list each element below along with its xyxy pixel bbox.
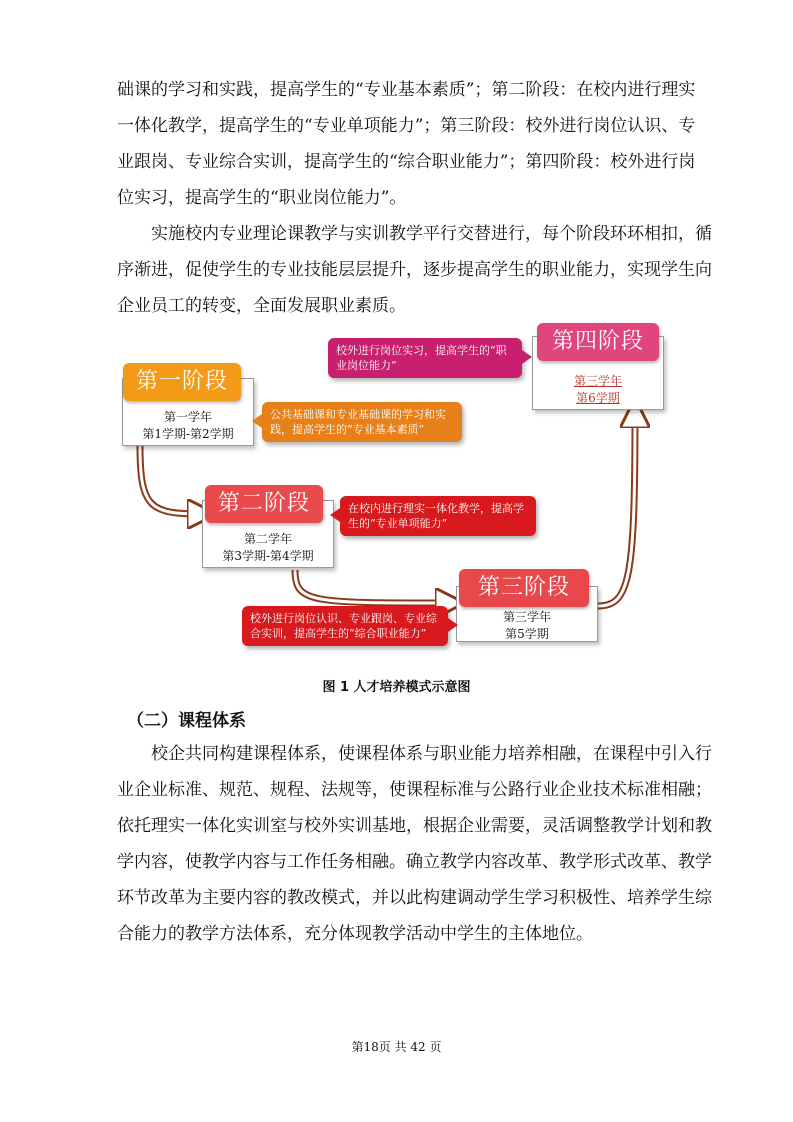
text-line: 业跟岗、专业综合实训，提高学生的“综合职业能力”；第四阶段：校外进行岗 — [117, 152, 696, 172]
callout-stage-1-text: 公共基础课和专业基础课的学习和实践，提高学生的“专业基本素质” — [270, 408, 446, 436]
text-line: 依托理实一体化实训室与校外实训基地，根据企业需要，灵活调整教学计划和教 — [117, 816, 712, 836]
text-line: 环节改革为主要内容的教改模式，并以此构建调动学生学习积极性、培养学生综 — [117, 888, 712, 908]
figure-caption: 图 1 人才培养模式示意图 — [322, 680, 471, 695]
stage-2-terms: 第3学期-第4学期 — [222, 549, 314, 563]
stage-4-year: 第三学年 — [573, 374, 622, 388]
callout-tail — [522, 350, 532, 364]
stage-2-year: 第二学年 — [243, 532, 292, 546]
paragraph-curriculum — [117, 736, 712, 952]
text-line: 础课的学习和实践，提高学生的“专业基本素质”；第二阶段：在校内进行理实 — [117, 80, 696, 100]
text-line: 一体化教学，提高学生的“专业单项能力”；第三阶段：校外进行岗位认识、专 — [117, 116, 696, 136]
paragraph-stages — [117, 72, 696, 216]
stage-4-terms: 第6学期 — [576, 391, 620, 405]
stage-2-box — [202, 491, 334, 568]
stage-1-terms: 第1学期-第2学期 — [142, 427, 234, 441]
stage-1-year: 第一学年 — [163, 410, 212, 424]
page-number: 第18页 共 42 页 — [351, 1040, 442, 1054]
text-line: 合能力的教学方法体系，充分体现教学活动中学生的主体地位。 — [117, 924, 593, 944]
stage-1-box — [122, 369, 254, 446]
stage-4-title: 第四阶段 — [537, 323, 659, 361]
text-line: 位实习，提高学生的“职业岗位能力”。 — [117, 188, 407, 208]
section-heading: （二）课程体系 — [127, 711, 246, 731]
arrow-stage1-to-stage2 — [140, 446, 202, 514]
paragraph-implementation — [117, 216, 712, 324]
stage-2-title: 第二阶段 — [205, 485, 323, 523]
callout-tail — [252, 414, 262, 428]
callout-stage-1 — [262, 402, 462, 442]
callout-stage-3 — [242, 606, 448, 646]
callout-stage-2 — [340, 496, 536, 536]
callout-stage-2-text: 在校内进行理实一体化教学，提高学生的“专业单项能力” — [348, 502, 524, 530]
callout-stage-4-text: 校外进行岗位实习，提高学生的“职业岗位能力” — [336, 344, 507, 372]
stage-3-title: 第三阶段 — [459, 569, 589, 607]
callout-stage-4 — [328, 338, 522, 378]
text-line: 学内容，使教学内容与工作任务相融。确立教学内容改革、教学形式改革、教学 — [117, 852, 712, 872]
stage-3-box — [456, 575, 598, 642]
text-line: 实施校内专业理论课教学与实训教学平行交替进行，每个阶段环环相扣，循 — [151, 224, 712, 244]
stage-3-year: 第三学年 — [502, 610, 551, 624]
stage-4-box — [532, 329, 664, 410]
callout-stage-3-text: 校外进行岗位认识、专业跟岗、专业综合实训，提高学生的“综合职业能力” — [250, 612, 437, 640]
text-line: 校企共同构建课程体系，使课程体系与职业能力培养相融，在课程中引入行 — [151, 744, 712, 764]
training-model-diagram — [110, 318, 690, 663]
callout-tail — [330, 508, 340, 522]
stage-3-terms: 第5学期 — [505, 627, 549, 641]
stage-1-title: 第一阶段 — [123, 363, 241, 401]
text-line: 业企业标准、规范、规程、法规等，使课程标准与公路行业企业技术标准相融； — [117, 780, 712, 800]
text-line: 企业员工的转变，全面发展职业素质。 — [117, 296, 406, 316]
text-line: 序渐进，促使学生的专业技能层层提升，逐步提高学生的职业能力，实现学生向 — [117, 260, 712, 280]
callout-tail — [448, 618, 458, 632]
arrow-stage3-to-stage4 — [598, 413, 635, 606]
